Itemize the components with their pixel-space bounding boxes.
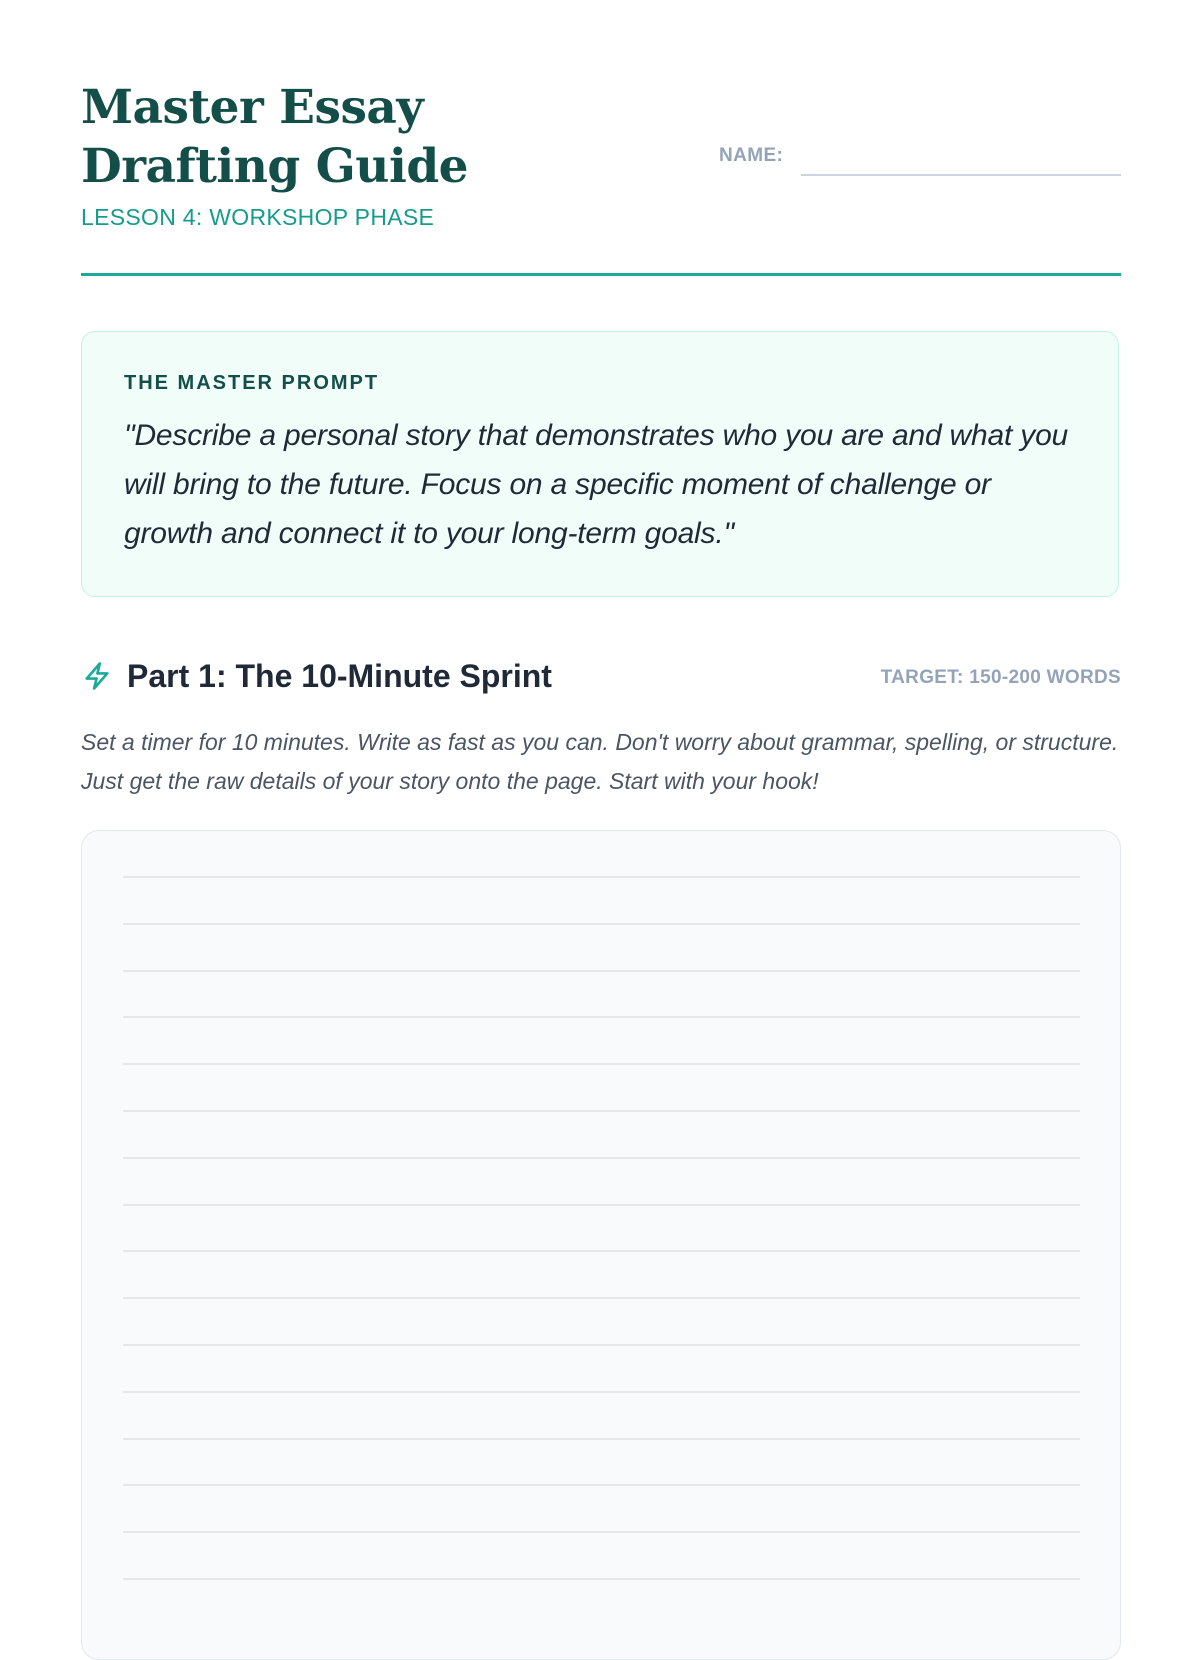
- writing-line: [123, 1063, 1080, 1065]
- writing-area[interactable]: [81, 830, 1121, 1660]
- name-label: NAME:: [719, 145, 784, 166]
- master-prompt-card: [81, 331, 1119, 597]
- writing-line: [123, 1250, 1080, 1252]
- name-input[interactable]: [801, 174, 1121, 176]
- writing-line: [123, 923, 1080, 925]
- writing-line: [123, 1344, 1080, 1346]
- writing-line: [123, 1204, 1080, 1206]
- header-divider: [81, 273, 1121, 276]
- writing-line: [123, 970, 1080, 972]
- writing-line: [123, 1391, 1080, 1393]
- worksheet-page: [81, 0, 1121, 1600]
- writing-line: [123, 876, 1080, 878]
- writing-line: [123, 1297, 1080, 1299]
- lightning-bolt-icon: [81, 660, 113, 692]
- writing-line: [123, 1531, 1080, 1533]
- writing-line: [123, 1578, 1080, 1580]
- writing-line: [123, 1157, 1080, 1159]
- prompt-text: "Describe a personal story that demonstrates who you are and what you will bring to the future. Focus on a specific moment of challenge or growth and connect it to your long-term goals.": [124, 419, 1069, 550]
- worksheet-header: [81, 0, 1121, 276]
- writing-line: [123, 1110, 1080, 1112]
- page-title: Master Essay Drafting Guide: [81, 80, 469, 194]
- part-1-instructions: Set a timer for 10 minutes. Write as fast as you can. Don't worry about grammar, spelling, or structure. Just get the raw details of your story onto the page. Start with your hook!: [81, 729, 1119, 794]
- lesson-subtitle: LESSON 4: WORKSHOP PHASE: [81, 204, 435, 230]
- writing-line: [123, 1484, 1080, 1486]
- writing-line: [123, 1016, 1080, 1018]
- part-1-title: Part 1: The 10-Minute Sprint: [127, 658, 552, 694]
- writing-line: [123, 1438, 1080, 1440]
- word-target: TARGET: 150-200 WORDS: [880, 667, 1121, 688]
- name-field: [719, 140, 1121, 178]
- prompt-label: THE MASTER PROMPT: [124, 372, 380, 394]
- part-1-header: [81, 650, 1121, 702]
